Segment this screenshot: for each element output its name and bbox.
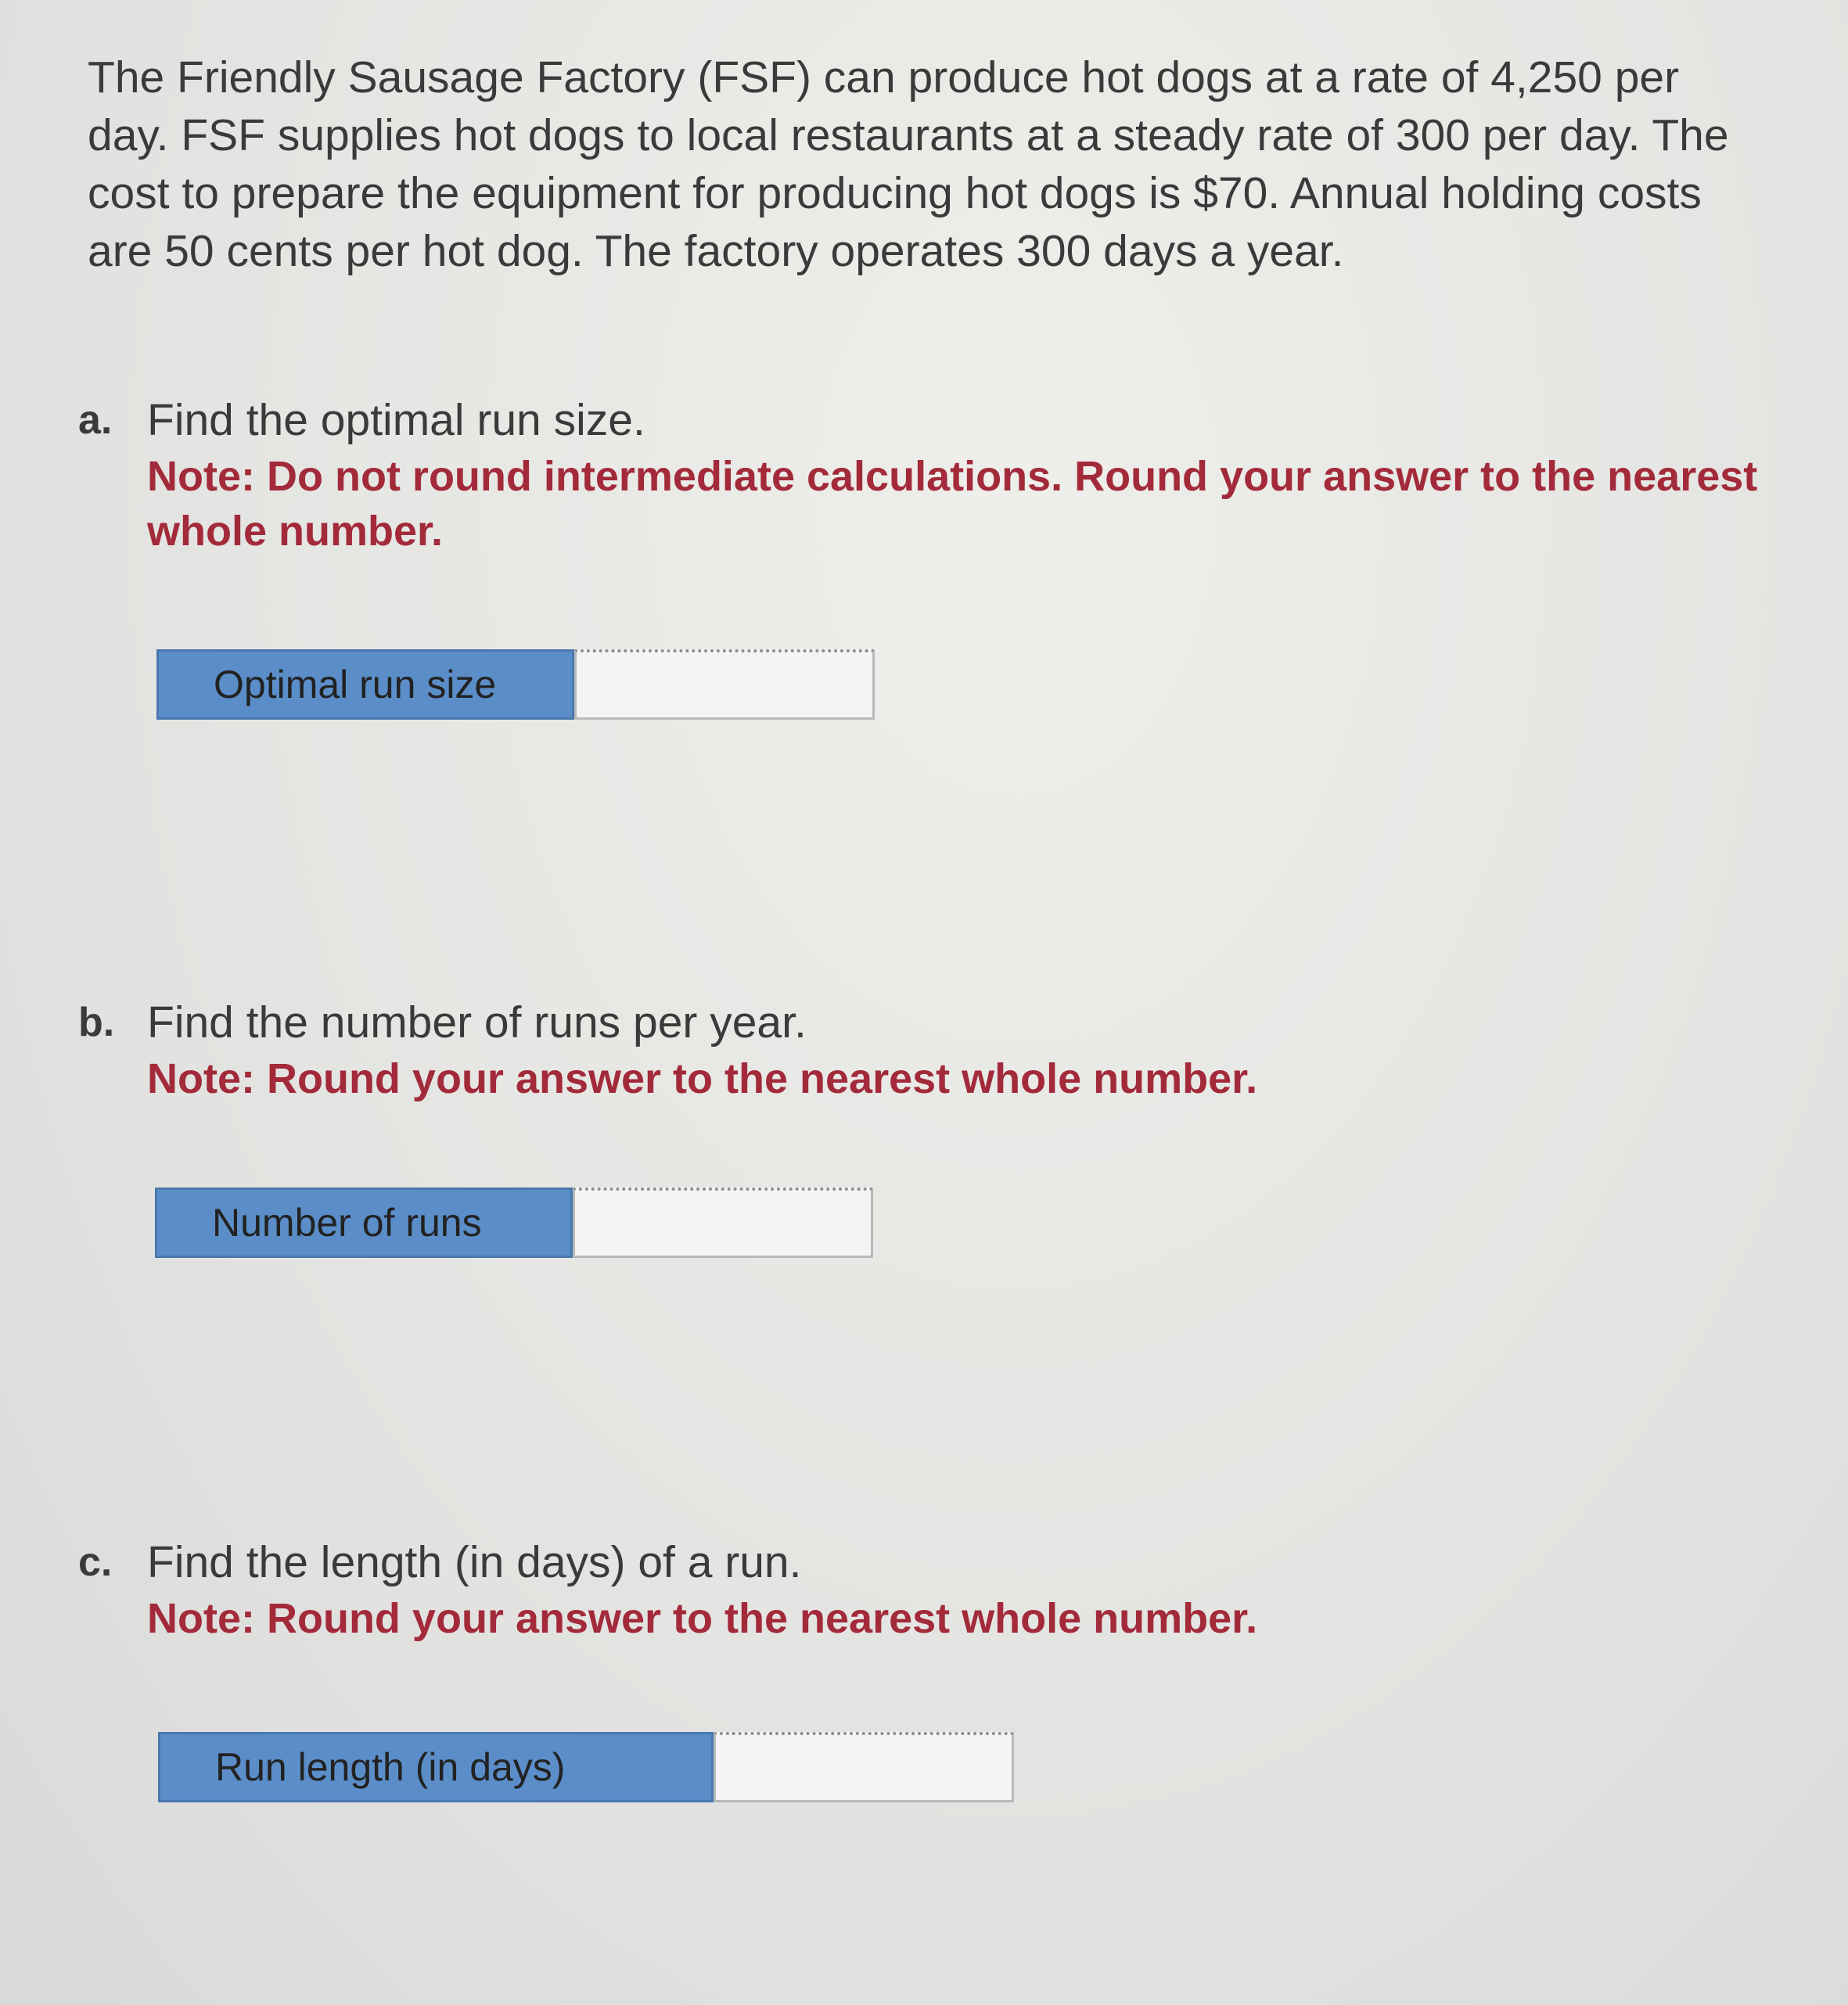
part-a-prompt bbox=[78, 391, 1784, 559]
part-b-letter: b. bbox=[78, 1000, 115, 1045]
number-of-runs-row bbox=[155, 1188, 873, 1258]
part-a bbox=[78, 391, 1784, 559]
optimal-run-size-row bbox=[156, 649, 875, 720]
part-c-letter: c. bbox=[78, 1540, 113, 1585]
part-a-letter: a. bbox=[78, 397, 113, 443]
part-c-prompt bbox=[78, 1533, 1784, 1646]
part-c bbox=[78, 1533, 1784, 1646]
number-of-runs-label: Number of runs bbox=[155, 1188, 573, 1258]
run-length-label: Run length (in days) bbox=[158, 1732, 714, 1802]
problem-statement: The Friendly Sausage Factory (FSF) can produce hot dogs at a rate of 4,250 per day. FSF supplies hot dogs to local restaurants at a steady rate of 300 per day. The cost to prepare the equipment for producing hot dogs is $70. Annual holding costs are 50 cents per hot dog. The factory operates 300 days a year. bbox=[88, 52, 1729, 276]
part-b-note: Note: Round your answer to the nearest whole number. bbox=[147, 1055, 1258, 1102]
run-length-row bbox=[158, 1732, 1014, 1802]
part-b-prompt bbox=[78, 994, 1784, 1106]
optimal-run-size-label: Optimal run size bbox=[156, 649, 574, 720]
number-of-runs-input[interactable] bbox=[573, 1188, 873, 1258]
part-b bbox=[78, 994, 1784, 1106]
part-a-question: Find the optimal run size. bbox=[147, 395, 645, 445]
part-c-question: Find the length (in days) of a run. bbox=[147, 1537, 802, 1587]
run-length-input[interactable] bbox=[714, 1732, 1014, 1802]
part-a-note: Note: Do not round intermediate calculations. Round your answer to the nearest whole number. bbox=[147, 453, 1758, 555]
optimal-run-size-input[interactable] bbox=[574, 649, 875, 720]
part-c-note: Note: Round your answer to the nearest whole number. bbox=[147, 1595, 1258, 1642]
part-b-question: Find the number of runs per year. bbox=[147, 997, 807, 1047]
